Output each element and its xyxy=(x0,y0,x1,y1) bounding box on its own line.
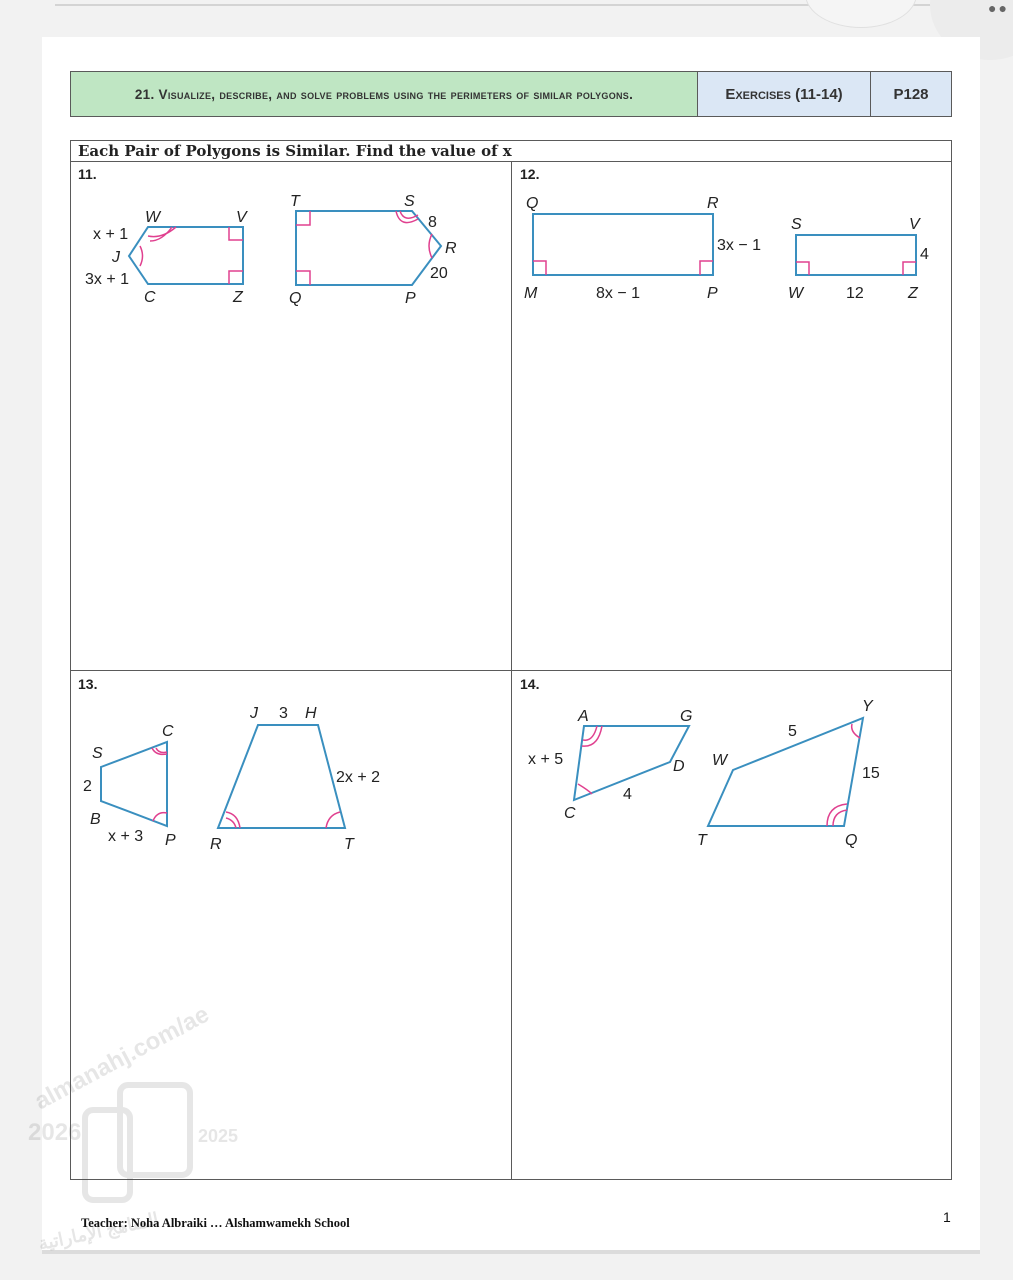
vertex-p: P xyxy=(707,285,718,302)
lesson-title: 21. Visualize, describe, and solve problems using the perimeters of similar polygons. xyxy=(70,71,698,117)
vertex-s: S xyxy=(404,193,415,210)
angle-w-arc xyxy=(150,227,172,241)
page-number: 1 xyxy=(943,1209,951,1225)
vertex-d: D xyxy=(673,758,685,775)
side-wj-label: x + 1 xyxy=(93,226,129,243)
vertex-t: T xyxy=(290,193,300,210)
vertex-z: Z xyxy=(908,285,918,302)
hexagon-wjczv xyxy=(129,227,243,284)
angle-a-arc xyxy=(583,726,597,740)
vertex-j: J xyxy=(250,705,258,722)
vertex-q: Q xyxy=(526,195,539,212)
watermark-year-left: 2026 xyxy=(28,1119,82,1146)
rectangle-qrpm xyxy=(533,214,713,275)
page-reference: P128 xyxy=(870,71,952,117)
side-sr-label: 8 xyxy=(428,214,437,231)
quadrilateral-scpb xyxy=(101,742,167,826)
angle-c-arc xyxy=(578,784,592,794)
vertex-s: S xyxy=(791,216,802,233)
vertex-v: V xyxy=(236,209,247,226)
instruction-text: Each Pair of Polygons is Similar. Find the value of x xyxy=(70,140,952,162)
vertex-q: Q xyxy=(845,832,858,849)
angle-r-arc xyxy=(429,234,432,258)
right-angle-t xyxy=(296,211,310,225)
vertex-j: J xyxy=(112,249,120,266)
side-jh-label: 3 xyxy=(279,705,288,722)
vertex-h: H xyxy=(305,705,317,722)
exercises-label: Exercises (11-14) xyxy=(697,71,871,117)
vertex-c: C xyxy=(564,805,576,822)
problem-11-figure-small xyxy=(85,209,248,306)
teacher-footer: Teacher: Noha Albraiki … Alshamwamekh School xyxy=(81,1216,350,1230)
quadrilateral-wyqt xyxy=(708,718,863,826)
right-angle-v xyxy=(229,227,243,240)
side-vz-label: 4 xyxy=(920,246,929,263)
angle-y-arc xyxy=(852,724,860,738)
right-angle-q xyxy=(296,271,310,285)
more-menu-icon[interactable]: ●● xyxy=(988,0,1009,16)
watermark-site: almanahj.com/ae xyxy=(30,1000,214,1116)
vertex-q: Q xyxy=(289,290,302,307)
right-angle-m xyxy=(533,261,546,275)
problem-12-number: 12. xyxy=(520,166,540,182)
angle-j-arc xyxy=(140,246,143,266)
problem-13-figure-large xyxy=(210,705,380,853)
right-angle-z xyxy=(229,271,243,284)
vertex-s: S xyxy=(92,745,103,762)
vertex-b: B xyxy=(90,811,101,828)
right-angle-z xyxy=(903,262,916,275)
watermark-arabic: المناهج الإماراتية xyxy=(36,1208,161,1254)
problem-14-number: 14. xyxy=(520,676,540,692)
side-ac-label: x + 5 xyxy=(528,751,564,768)
vertex-t: T xyxy=(697,832,707,849)
angle-r-arc xyxy=(226,812,240,828)
vertex-z: Z xyxy=(233,289,243,306)
vertex-m: M xyxy=(524,285,538,302)
side-mp-label: 8x − 1 xyxy=(596,285,641,302)
vertex-w: W xyxy=(712,752,728,769)
side-rp-label: 3x − 1 xyxy=(717,237,762,254)
angle-p-arc xyxy=(153,813,167,821)
hexagon-tsrpq xyxy=(296,211,441,285)
side-wz-label: 12 xyxy=(846,285,864,302)
vertex-r: R xyxy=(707,195,719,212)
side-yq-label: 15 xyxy=(862,765,880,782)
vertex-r: R xyxy=(445,240,457,257)
vertex-v: V xyxy=(909,216,920,233)
problem-11-number: 11. xyxy=(78,166,97,182)
problem-13-number: 13. xyxy=(78,676,98,692)
problem-12-figure-small xyxy=(788,216,929,302)
vertex-t: T xyxy=(344,836,354,853)
vertex-g: G xyxy=(680,708,693,725)
problem-14-figure-large xyxy=(697,698,880,849)
vertex-w: W xyxy=(788,285,804,302)
side-wy-label: 5 xyxy=(788,723,797,740)
watermark-year-right: 2025 xyxy=(198,1126,239,1146)
problem-12-figure-large xyxy=(524,195,761,302)
side-ht-label: 2x + 2 xyxy=(336,769,381,786)
side-cd-label: 4 xyxy=(623,786,632,803)
vertex-y: Y xyxy=(862,698,873,715)
vertex-a: A xyxy=(578,708,589,725)
trapezoid-jhtr xyxy=(218,725,345,828)
vertex-c: C xyxy=(162,723,174,740)
vertex-p: P xyxy=(405,290,416,307)
rectangle-svzw xyxy=(796,235,916,275)
vertex-r: R xyxy=(210,836,222,853)
problem-11-figure-large xyxy=(289,193,457,307)
side-rp-label: 20 xyxy=(430,265,448,282)
angle-t-arc xyxy=(326,812,340,828)
watermark-phone-icon xyxy=(85,1110,130,1200)
vertex-c: C xyxy=(144,289,156,306)
right-angle-p xyxy=(700,261,713,275)
problem-14-figure-small xyxy=(528,708,692,822)
right-angle-w xyxy=(796,262,809,275)
side-sb-label: 2 xyxy=(83,778,92,795)
side-jc-label: 3x + 1 xyxy=(85,271,130,288)
side-bp-label: x + 3 xyxy=(108,828,144,845)
vertex-p: P xyxy=(165,832,176,849)
vertex-w: W xyxy=(145,209,161,226)
problem-13-figure-small xyxy=(83,723,176,849)
